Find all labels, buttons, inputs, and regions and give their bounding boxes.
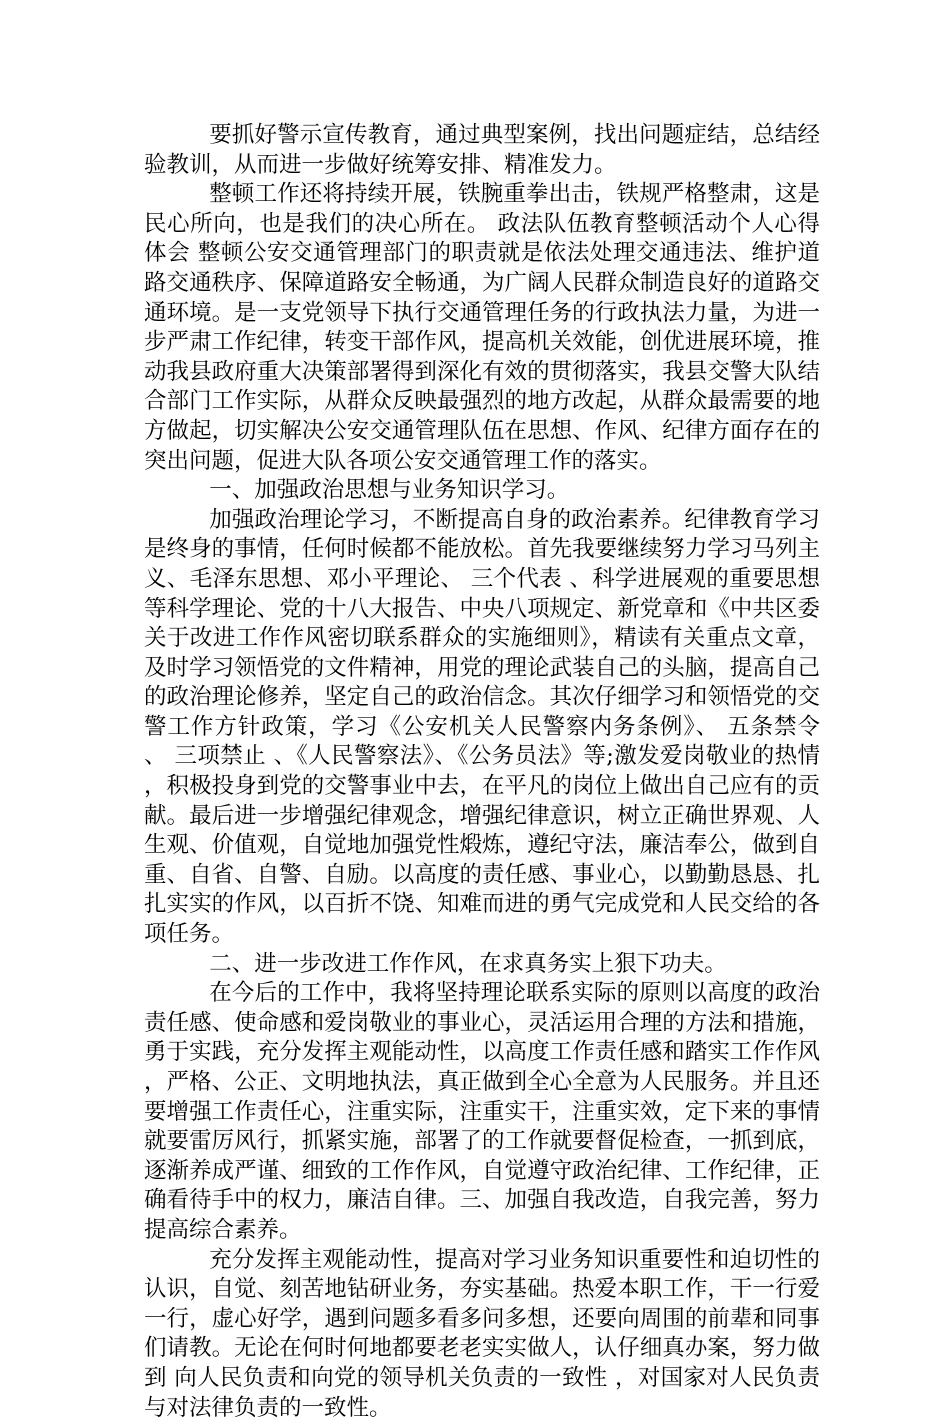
heading-section-one: 一、加强政治思想与业务知识学习。 bbox=[209, 477, 570, 504]
paragraph-rectification-continues: 整顿工作还将持续开展，铁腕重拳出击，铁规严格整肃，这是民心所向，也是我们的决心所在。 政法队伍教育整顿活动个人心得体会 整顿公安交通管理部门的职责就是依法处理交通违法、维护道路交通秩序、保障道路安全畅通，为广阔人民群众制造良好的道路交通环境。是一支党领导下执行交通管理任务的行政执法力量，为进一步严肃工作纪律，转变干部作风，提高机关效能，创优进展环境，推动我县政府重大决策部署得到深化有效的贯彻落实，我县交警大队结合部门工作实际，从群众反映最强烈的地方改起，从群众最需要的地方做起，切实解决公安交通管理队伍在思想、作风、纪律方面存在的突出问题，促进大队各项公安交通管理工作的落实。 bbox=[144, 181, 820, 474]
paragraph-self-improvement: 充分发挥主观能动性，提高对学习业务知识重要性和迫切性的认识，自觉、刻苦地钻研业务，夯实基础。热爱本职工作，干一行爱一行，虚心好学，遇到问题多看多问多想，还要向周围的前辈和同事们请教。无论在何时何地都要老老实实做人，认仔细真办案，努力做到 向人民负责和向党的领导机关负责的一致性 ，对国家对人民负责与对法律负责的一致性。 bbox=[144, 1246, 820, 1421]
document-body bbox=[144, 121, 820, 1423]
paragraph-political-study: 加强政治理论学习，不断提高自身的政治素养。纪律教育学习是终身的事情，任何时候都不能放松。首先我要继续努力学习马列主义、毛泽东思想、邓小平理论、 三个代表 、科学进展观的重要思想等科学理论、党的十八大报告、中央八项规定、新党章和《中共区委关于改进工作作风密切联系群众的实施细则》，精读有关重点文章，及时学习领悟党的文件精神，用党的理论武装自己的头脑，提高自己的政治理论修养，坚定自己的政治信念。其次仔细学习和领悟党的交警工作方针政策，学习《公安机关人民警察内务条例》、 五条禁令 、 三项禁止 、《人民警察法》、《公务员法》等;激发爱岗敬业的热情，积极投身到党的交警事业中去，在平凡的岗位上做出自己应有的贡献。最后进一步增强纪律观念，增强纪律意识，树立正确世界观、人生观、价值观，自觉地加强党性煅炼，遵纪守法，廉洁奉公，做到自重、自省、自警、自励。以高度的责任感、事业心，以勤勤恳恳、扎扎实实的作风，以百折不饶、知难而进的勇气完成党和人民交给的各项任务。 bbox=[144, 506, 820, 948]
paragraph-warning-education: 要抓好警示宣传教育，通过典型案例，找出问题症结，总结经验教训，从而进一步做好统筹安排、精准发力。 bbox=[144, 122, 820, 178]
heading-section-two: 二、进一步改进工作作风，在求真务实上狠下功夫。 bbox=[209, 950, 727, 977]
paragraph-work-style: 在今后的工作中，我将坚持理论联系实际的原则以高度的政治责任感、使命感和爱岗敬业的事业心，灵活运用合理的方法和措施，勇于实践，充分发挥主观能动性，以高度工作责任感和踏实工作作风，严格、公正、文明地执法，真正做到全心全意为人民服务。并且还要增强工作责任心，注重实际，注重实干，注重实效，定下来的事情就要雷厉风行，抓紧实施，部署了的工作就要督促检查，一抓到底，逐渐养成严谨、细致的工作作风，自觉遵守政治纪律、工作纪律，正确看待手中的权力，廉洁自律。三、加强自我改造，自我完善，努力提高综合素养。 bbox=[144, 980, 820, 1243]
